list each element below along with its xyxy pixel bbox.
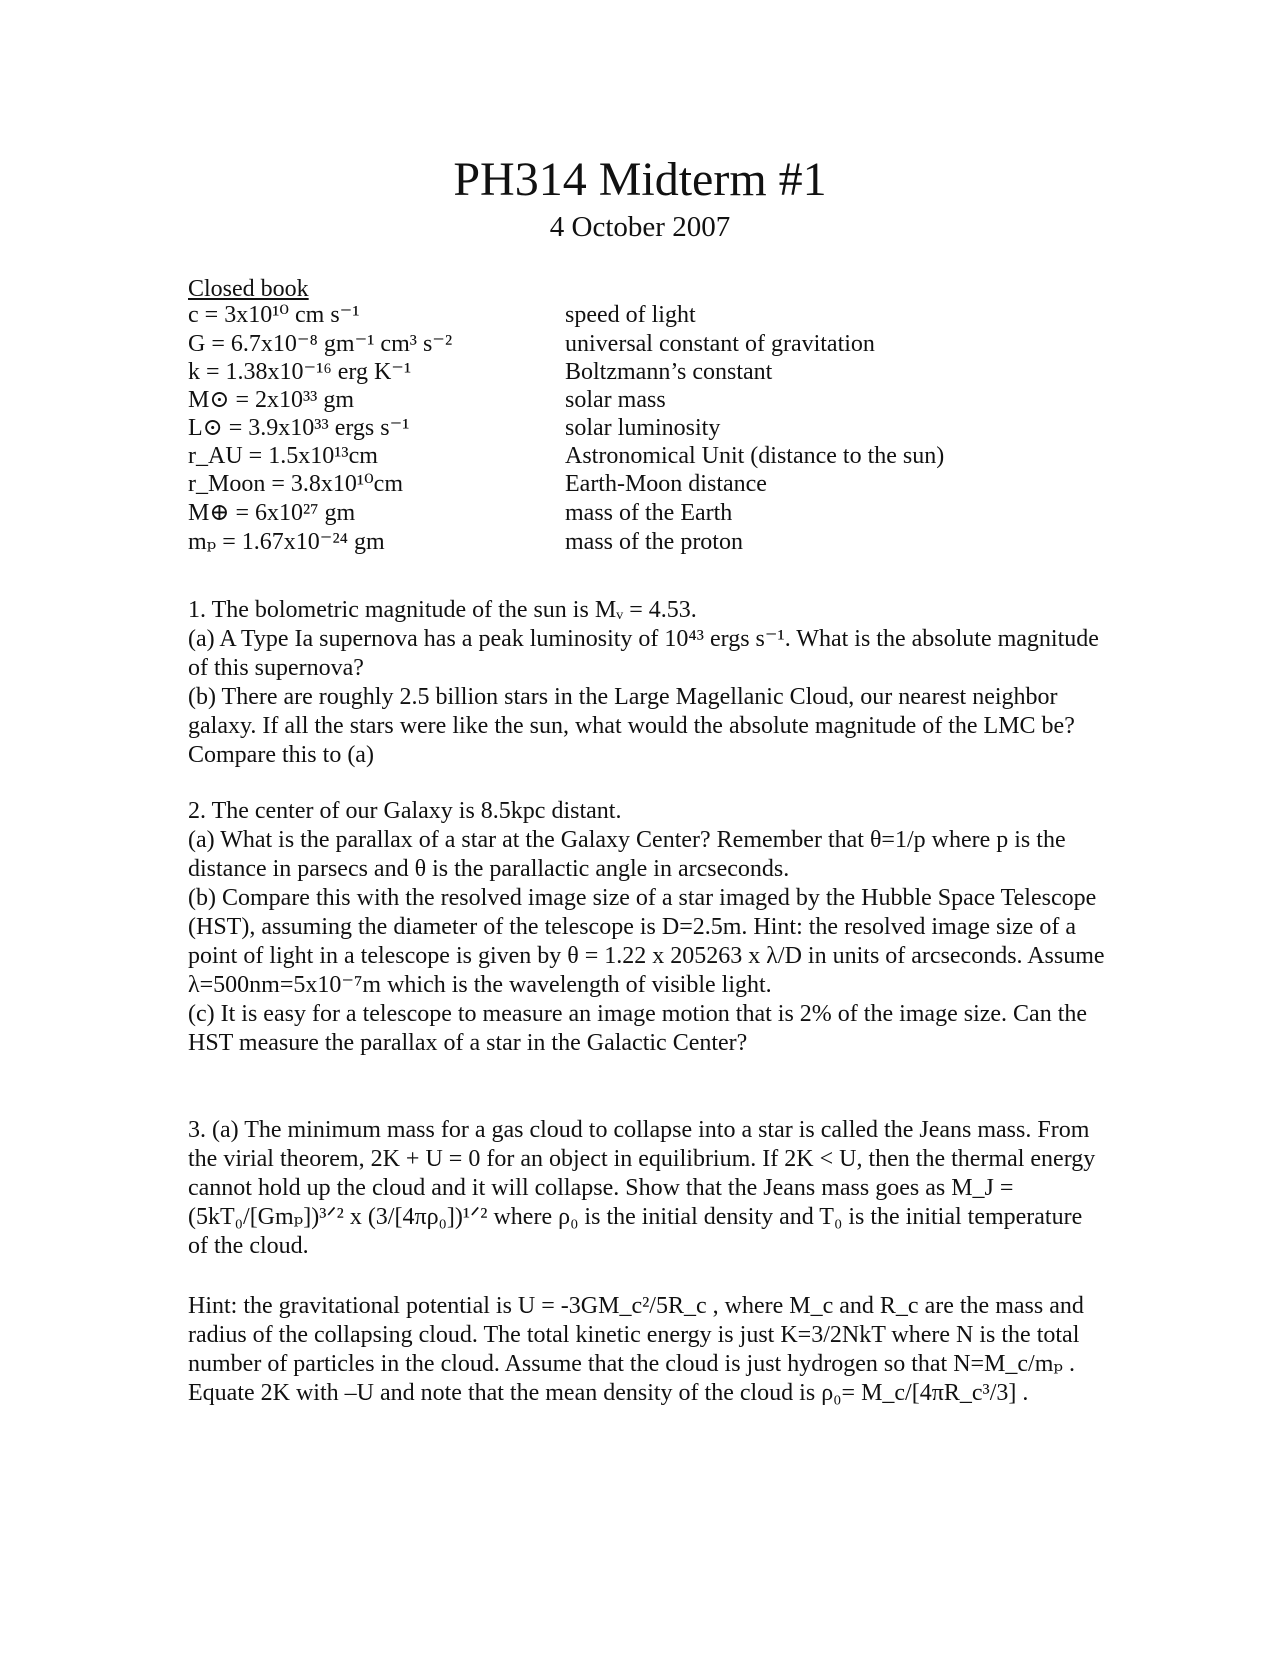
question-2b: (b) Compare this with the resolved image size of a star imaged by the Hubble Space Telescope (HST), assuming the diameter of the telescope is D=2.5m. Hint: the resolved image size of a point of light in a telescope is given by θ = 1.22 x 205263 x λ/D in units of arcseconds. Assume λ=500nm=5x10⁻⁷m which is the wavelength of visible light. [188, 885, 1105, 998]
question-3-hint-text: Hint: the gravitational potential is U = -3GM_c²/5R_c , where M_c and R_c are the mass and radius of the collapsing cloud. The total kinetic energy is just K=3/2NkT where N is the total number of particles in the cloud. Assume that the cloud is just hydrogen so that N=M_c/mₚ . Equate 2K with –U and note that the mean density of the cloud is ρ₀= M_c/[4πR_c³/3] . [188, 1293, 1084, 1406]
constant-description: mass of the proton [565, 529, 743, 555]
constant-symbol: M⊙ = 2x10³³ gm [188, 387, 355, 413]
question-2 [188, 797, 1108, 1058]
constant-description: mass of the Earth [565, 500, 733, 526]
closed-book-heading: Closed book [188, 276, 309, 302]
exam-date: 4 October 2007 [549, 211, 731, 243]
question-2a: (a) What is the parallax of a star at the Galaxy Center? Remember that θ=1/p where p is the distance in parsecs and θ is the parallactic angle in arcseconds. [188, 827, 1066, 882]
constant-description: Astronomical Unit (distance to the sun) [565, 443, 945, 469]
constant-symbol: L⊙ = 3.9x10³³ ergs s⁻¹ [188, 415, 410, 441]
question-3 [188, 1116, 1108, 1261]
question-1-intro: 1. The bolometric magnitude of the sun is Mᵥ = 4.53. [188, 597, 697, 623]
question-3a: 3. (a) The minimum mass for a gas cloud to collapse into a star is called the Jeans mass. From the virial theorem, 2K + U = 0 for an object in equilibrium. If 2K < U, then the thermal energy cannot hold up the cloud and it will collapse. Show that the Jeans mass goes as M_J = (5kT₀/[Gmₚ])³ᐟ² x (3/[4πρ₀])¹ᐟ² where ρ₀ is the initial density and T₀ is the initial temperature of the cloud. [188, 1117, 1096, 1259]
constant-description: universal constant of gravitation [565, 331, 875, 357]
constant-symbol: k = 1.38x10⁻¹⁶ erg K⁻¹ [188, 359, 412, 385]
constant-symbol: r_Moon = 3.8x10¹⁰cm [188, 471, 404, 497]
question-2-intro: 2. The center of our Galaxy is 8.5kpc distant. [188, 798, 622, 824]
page-title: PH314 Midterm #1 [453, 153, 827, 206]
constant-description: Boltzmann’s constant [565, 359, 773, 385]
constant-symbol: r_AU = 1.5x10¹³cm [188, 443, 378, 469]
constant-symbol: c = 3x10¹⁰ cm s⁻¹ [188, 302, 360, 328]
constant-description: solar mass [565, 387, 666, 413]
constant-description: Earth-Moon distance [565, 471, 767, 497]
constant-description: speed of light [565, 302, 696, 328]
question-2c: (c) It is easy for a telescope to measure an image motion that is 2% of the image size. Can the HST measure the parallax of a star in the Galactic Center? [188, 1001, 1088, 1056]
question-3-hint [188, 1292, 1108, 1408]
question-1b: (b) There are roughly 2.5 billion stars in the Large Magellanic Cloud, our nearest neighbor galaxy. If all the stars were like the sun, what would the absolute magnitude of the LMC be? Compare this to (a) [188, 684, 1075, 768]
constant-description: solar luminosity [565, 415, 721, 441]
question-1a: (a) A Type Ia supernova has a peak luminosity of 10⁴³ ergs s⁻¹. What is the absolute magnitude of this supernova? [188, 626, 1099, 681]
question-1 [188, 596, 1108, 770]
constant-symbol: G = 6.7x10⁻⁸ gm⁻¹ cm³ s⁻² [188, 331, 453, 357]
constant-symbol: mₚ = 1.67x10⁻²⁴ gm [188, 529, 385, 555]
constant-symbol: M⊕ = 6x10²⁷ gm [188, 500, 356, 526]
